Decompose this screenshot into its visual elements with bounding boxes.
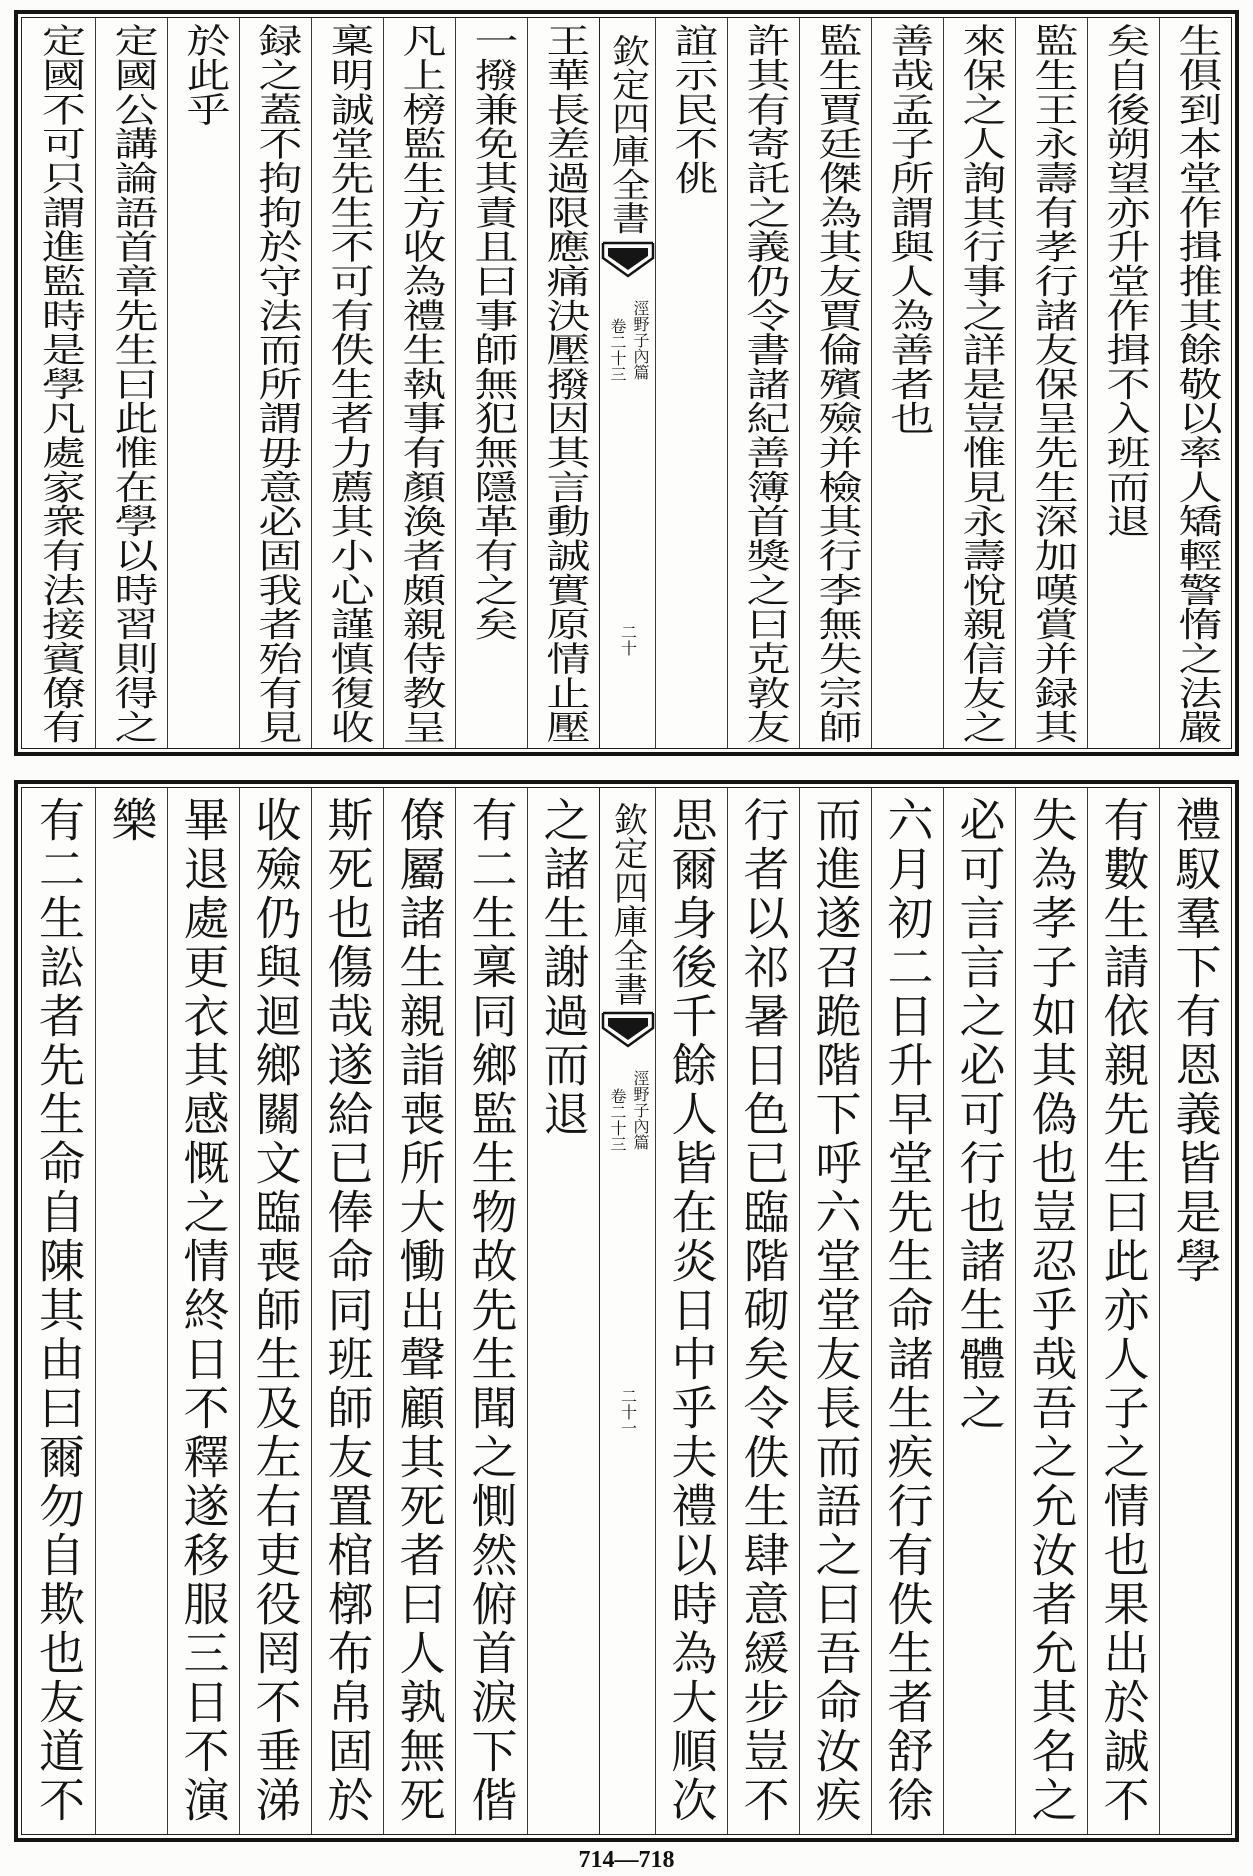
volume-number: 卷二十三 xyxy=(608,1088,627,1152)
text-column-l4 xyxy=(311,788,383,1834)
column-text: 有二生稟同鄉監生物故先生聞之惻然俯首淚下偕 xyxy=(464,796,519,1825)
text-column-l3 xyxy=(383,788,455,1834)
text-column-l5 xyxy=(239,18,311,748)
fish-tail-mark xyxy=(600,240,656,284)
column-text: 收殮仍與迴鄉關文臨喪師生及左右吏役罔不垂涕 xyxy=(248,796,303,1825)
text-column-r2 xyxy=(1087,18,1159,748)
book-title: 涇野子內篇 xyxy=(631,300,650,380)
column-text: 之諸生謝過而退 xyxy=(536,796,591,1139)
column-text: 斯死也傷哉遂給已俸命同班師友置棺槨布帛固於 xyxy=(320,796,375,1825)
text-column-r8 xyxy=(655,788,727,1834)
center-fold-column xyxy=(599,18,655,748)
text-column-r1 xyxy=(1159,788,1231,1834)
text-column-r3 xyxy=(1015,788,1087,1834)
text-column-l5 xyxy=(239,788,311,1834)
column-text: 定國公講論語首章先生曰此惟在學以時習則得之 xyxy=(106,23,158,744)
text-column-r3 xyxy=(1015,18,1087,748)
column-text: 行者以祁暑日色已臨階砌矣令佚生肆意緩步豈不 xyxy=(736,796,791,1825)
text-column-l2 xyxy=(455,788,527,1834)
column-text: 王華長差過限應痛決壓撥因其言動誠實原情止壓 xyxy=(538,23,590,744)
upper-page-frame xyxy=(21,17,1232,749)
text-column-l8 xyxy=(23,18,95,748)
text-column-l3 xyxy=(383,18,455,748)
fish-tail-mark xyxy=(600,1010,656,1054)
text-column-l7 xyxy=(95,788,167,1834)
column-text: 稟明誠堂先生不可有佚生者力薦其小心謹慎復收 xyxy=(322,23,374,744)
column-text: 許其有寄託之義仍令書諸紀善簿首獎之曰克敦友 xyxy=(738,23,790,744)
column-text: 思爾身後千餘人皆在炎日中乎夫禮以時為大順次 xyxy=(664,796,719,1825)
text-column-r6 xyxy=(799,18,871,748)
text-column-r5 xyxy=(871,788,943,1834)
text-column-r5 xyxy=(871,18,943,748)
column-text: 必可言言之必可行也諸生體之 xyxy=(952,796,1007,1433)
book-title: 涇野子內篇 xyxy=(631,1070,650,1150)
text-column-r8 xyxy=(655,18,727,748)
column-text: 監生賈廷傑為其友賈倫殯殮并檢其行李無失宗師 xyxy=(810,23,862,744)
text-column-l1 xyxy=(527,18,599,748)
text-column-l8 xyxy=(23,788,95,1834)
column-text: 矣自後朔望亦升堂作揖不入班而退 xyxy=(1098,23,1150,538)
column-text: 録之蓋不拘拘於守法而所謂毋意必固我者殆有見 xyxy=(250,23,302,744)
text-column-r7 xyxy=(727,18,799,748)
column-text: 一撥兼免其責且曰事師無犯無隱革有之矣 xyxy=(466,23,518,641)
column-text: 畢退處更衣其感慨之情終日不釋遂移服三日不演 xyxy=(176,796,231,1825)
text-column-l7 xyxy=(95,18,167,748)
text-column-l1 xyxy=(527,788,599,1834)
column-text: 禮馭羣下有恩義皆是學 xyxy=(1168,796,1223,1286)
column-text: 監生王永壽有孝行諸友保呈先生深加嘆賞并録其 xyxy=(1026,23,1078,744)
text-column-r4 xyxy=(943,18,1015,748)
text-column-l2 xyxy=(455,18,527,748)
column-text: 於此乎 xyxy=(178,23,230,126)
text-column-r6 xyxy=(799,788,871,1834)
column-text: 有數生請依親先生曰此亦人子之情也果出於誠不 xyxy=(1096,796,1151,1825)
column-text: 誼示民不佻 xyxy=(666,23,718,195)
column-text: 凡上榜監生方收為禮生執事有顏渙者頗親侍教呈 xyxy=(394,23,446,744)
center-fold-column xyxy=(599,788,655,1834)
column-text: 生俱到本堂作揖推其餘敬以率人矯輕警惰之法嚴 xyxy=(1170,23,1222,744)
text-column-l6 xyxy=(167,788,239,1834)
column-text: 失為孝子如其偽也豈忍乎哉吾之允汝者允其名之 xyxy=(1024,796,1079,1825)
text-column-r1 xyxy=(1159,18,1231,748)
column-text: 而進遂召跪階下呼六堂堂友長而語之曰吾命汝疾 xyxy=(808,796,863,1825)
lower-page-panel xyxy=(14,780,1239,1842)
volume-number: 卷二十三 xyxy=(608,318,627,382)
folio-number: 二十 xyxy=(618,624,638,656)
column-text: 六月初二日升早堂先生命諸生疾行有佚生者舒徐 xyxy=(880,796,935,1825)
text-column-r7 xyxy=(727,788,799,1834)
upper-page-panel xyxy=(14,10,1239,756)
text-column-r2 xyxy=(1087,788,1159,1834)
folio-number: 二十一 xyxy=(618,1388,638,1436)
text-column-r4 xyxy=(943,788,1015,1834)
text-column-l4 xyxy=(311,18,383,748)
column-text: 有二生訟者先生命自陳其由曰爾勿自欺也友道不 xyxy=(32,796,86,1825)
page-range-footer: 714—718 xyxy=(578,1847,675,1873)
lower-page-frame xyxy=(21,787,1232,1835)
collection-title: 欽定四庫全書 xyxy=(605,34,650,235)
column-text: 來保之人詢其行事之詳是豈惟見永壽悅親信友之 xyxy=(954,23,1006,744)
column-text: 樂 xyxy=(104,796,159,845)
column-text: 僚屬諸生親詣喪所大慟出聲顧其死者曰人孰無死 xyxy=(392,796,447,1825)
collection-title: 欽定四庫全書 xyxy=(607,802,648,1006)
column-text: 定國不可只謂進監時是學凡處家衆有法接賓僚有 xyxy=(34,23,85,744)
column-text: 善哉孟子所謂與人為善者也 xyxy=(882,23,934,435)
text-column-l6 xyxy=(167,18,239,748)
